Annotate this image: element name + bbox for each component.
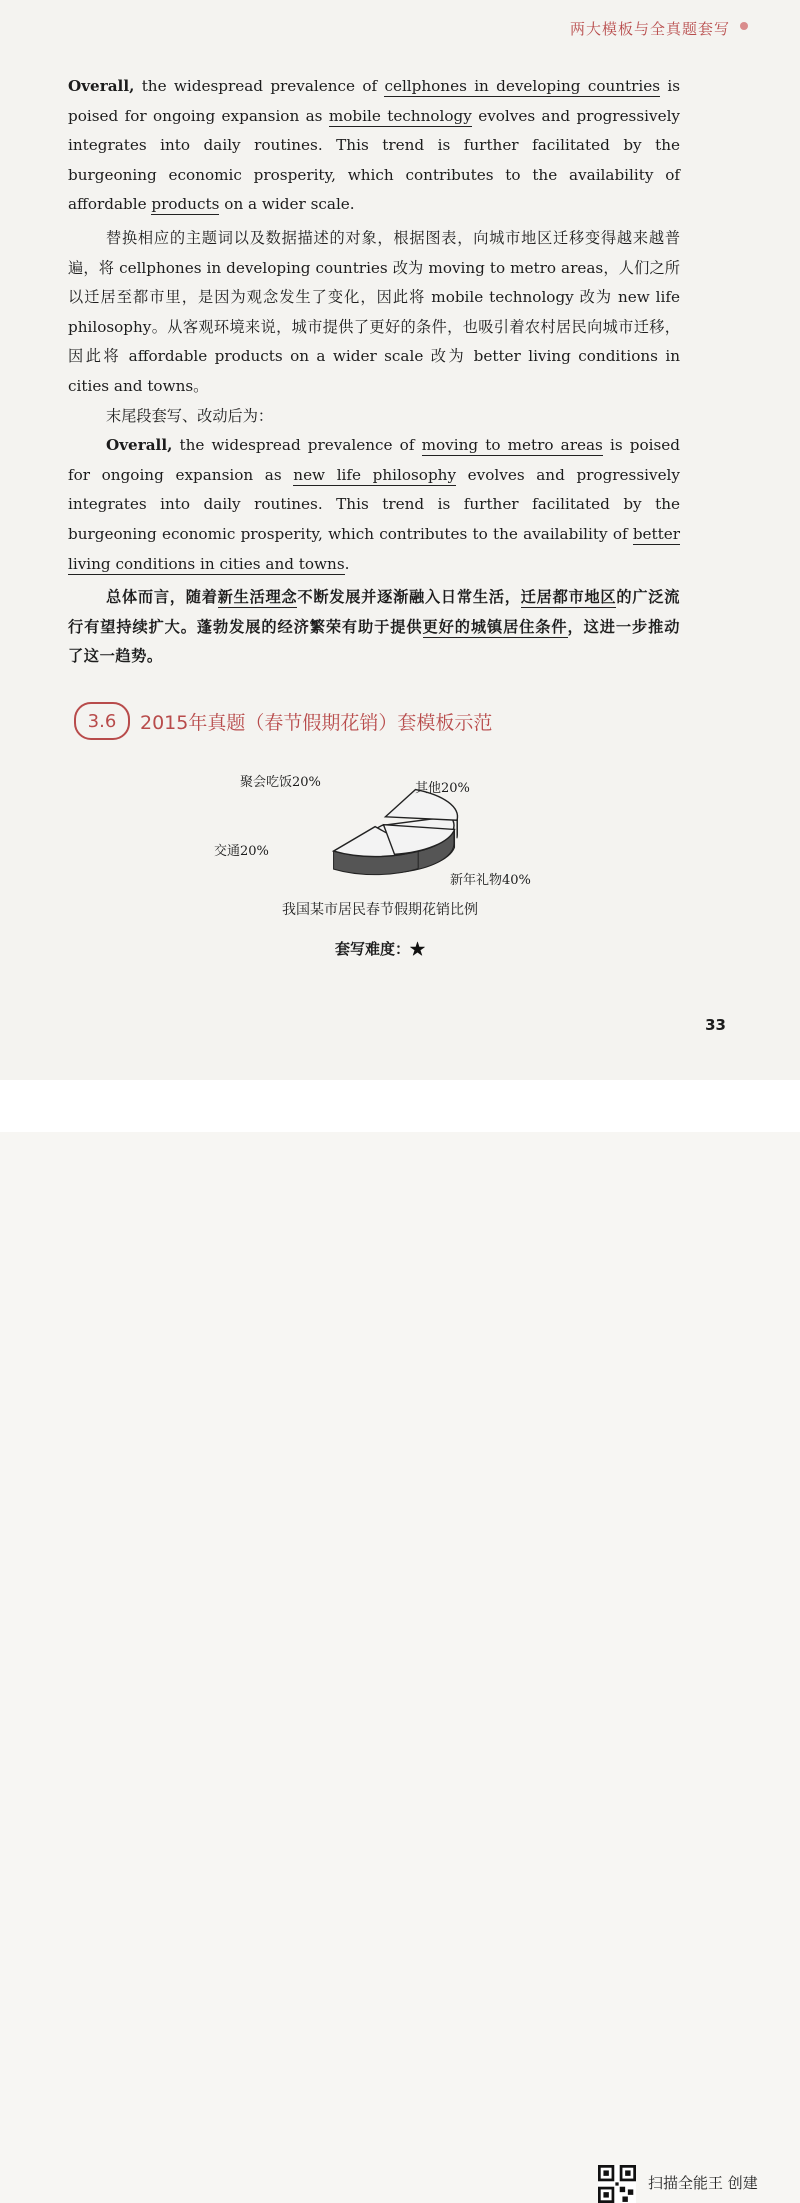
section-number-badge: 3.6 bbox=[74, 702, 130, 740]
text-run: 的广泛流行有望持续扩大。蓬勃发展的经济繁荣有助于提供 bbox=[68, 588, 680, 636]
pie-chart bbox=[200, 760, 560, 900]
footer-text: 扫描全能王 创建 bbox=[648, 2172, 758, 2193]
paragraph-rewritten-conclusion bbox=[68, 431, 680, 579]
pie-label-其他: 其他20% bbox=[415, 780, 470, 796]
paragraph-intro: 末尾段套写、改动后为： bbox=[68, 402, 680, 432]
difficulty-rating bbox=[200, 938, 560, 959]
underlined-phrase: 更好的城镇居住条件 bbox=[423, 618, 568, 638]
page bbox=[0, 0, 800, 1080]
star-icon: ★ bbox=[410, 940, 425, 958]
underlined-phrase: new life philosophy bbox=[293, 466, 456, 486]
header-dot-icon bbox=[740, 22, 748, 30]
body-text bbox=[68, 72, 680, 672]
difficulty-label: 套写难度： bbox=[335, 940, 410, 958]
chart-title: 我国某市居民春节假期花销比例 bbox=[200, 899, 560, 919]
underlined-phrase: products bbox=[151, 195, 219, 215]
text-run: . bbox=[345, 555, 350, 573]
text-run: is poised for ongoing expansion as bbox=[68, 436, 680, 484]
text-run: evolves and progressively integrates into daily routines. This trend is further facilitated by the burgeoning economic prosperity, which contributes to the availability of affordable bbox=[68, 107, 680, 214]
text-run: the widespread prevalence of bbox=[172, 436, 421, 454]
section-heading bbox=[74, 702, 492, 740]
lead-word: Overall, bbox=[68, 77, 134, 95]
underlined-phrase: mobile technology bbox=[329, 107, 472, 127]
underlined-phrase: cellphones in developing countries bbox=[384, 77, 660, 97]
text-run: on a wider scale. bbox=[219, 195, 354, 213]
lead-word: Overall, bbox=[106, 436, 172, 454]
paragraph-chinese-translation bbox=[68, 583, 680, 672]
text-run: 不断发展并逐渐融入日常生活， bbox=[297, 588, 520, 606]
scanner-footer bbox=[0, 1080, 800, 1132]
underlined-phrase: 迁居都市地区 bbox=[521, 588, 617, 608]
text-run: evolves and progressively integrates into daily routines. This trend is further facilitated by the burgeoning economic prosperity, which contributes to the availability of bbox=[68, 466, 680, 543]
pie-label-交通: 交通20% bbox=[214, 844, 269, 859]
underlined-phrase: moving to metro areas bbox=[422, 436, 603, 456]
pie-chart-svg bbox=[200, 760, 560, 900]
text-run: ，这进一步推动了这一趋势。 bbox=[68, 618, 680, 666]
underlined-phrase: better living conditions in cities and towns bbox=[68, 525, 680, 575]
pie-label-聚会吃饭: 聚会吃饭20% bbox=[240, 775, 321, 790]
qr-code-icon bbox=[598, 2165, 636, 2203]
paragraph-original-conclusion bbox=[68, 72, 680, 220]
page-number: 33 bbox=[705, 1016, 726, 1034]
pie-label-新年礼物: 新年礼物40% bbox=[450, 872, 531, 888]
underlined-phrase: 新生活理念 bbox=[218, 588, 298, 608]
text-run: is poised for ongoing expansion as bbox=[68, 77, 680, 125]
text-run: the widespread prevalence of bbox=[134, 77, 384, 95]
paragraph-explanation: 替换相应的主题词以及数据描述的对象，根据图表，向城市地区迁移变得越来越普遍，将 cellphones in developing countries 改为 moving to metro areas，人们之所以迁居至都市里，是因为观念发生了变化，因此将 mobile technology 改为 new life philosophy。从客观环境来说，城市提供了更好的条件，也吸引着农村居民向城市迁移，因此将 affordable products on a wider scale 改为 better living conditions in cities and towns。 bbox=[68, 224, 680, 402]
text-run: 总体而言，随着 bbox=[106, 588, 218, 606]
running-header: 两大模板与全真题套写 bbox=[570, 18, 730, 39]
section-title: 2015年真题（春节假期花销）套模板示范 bbox=[140, 708, 492, 735]
